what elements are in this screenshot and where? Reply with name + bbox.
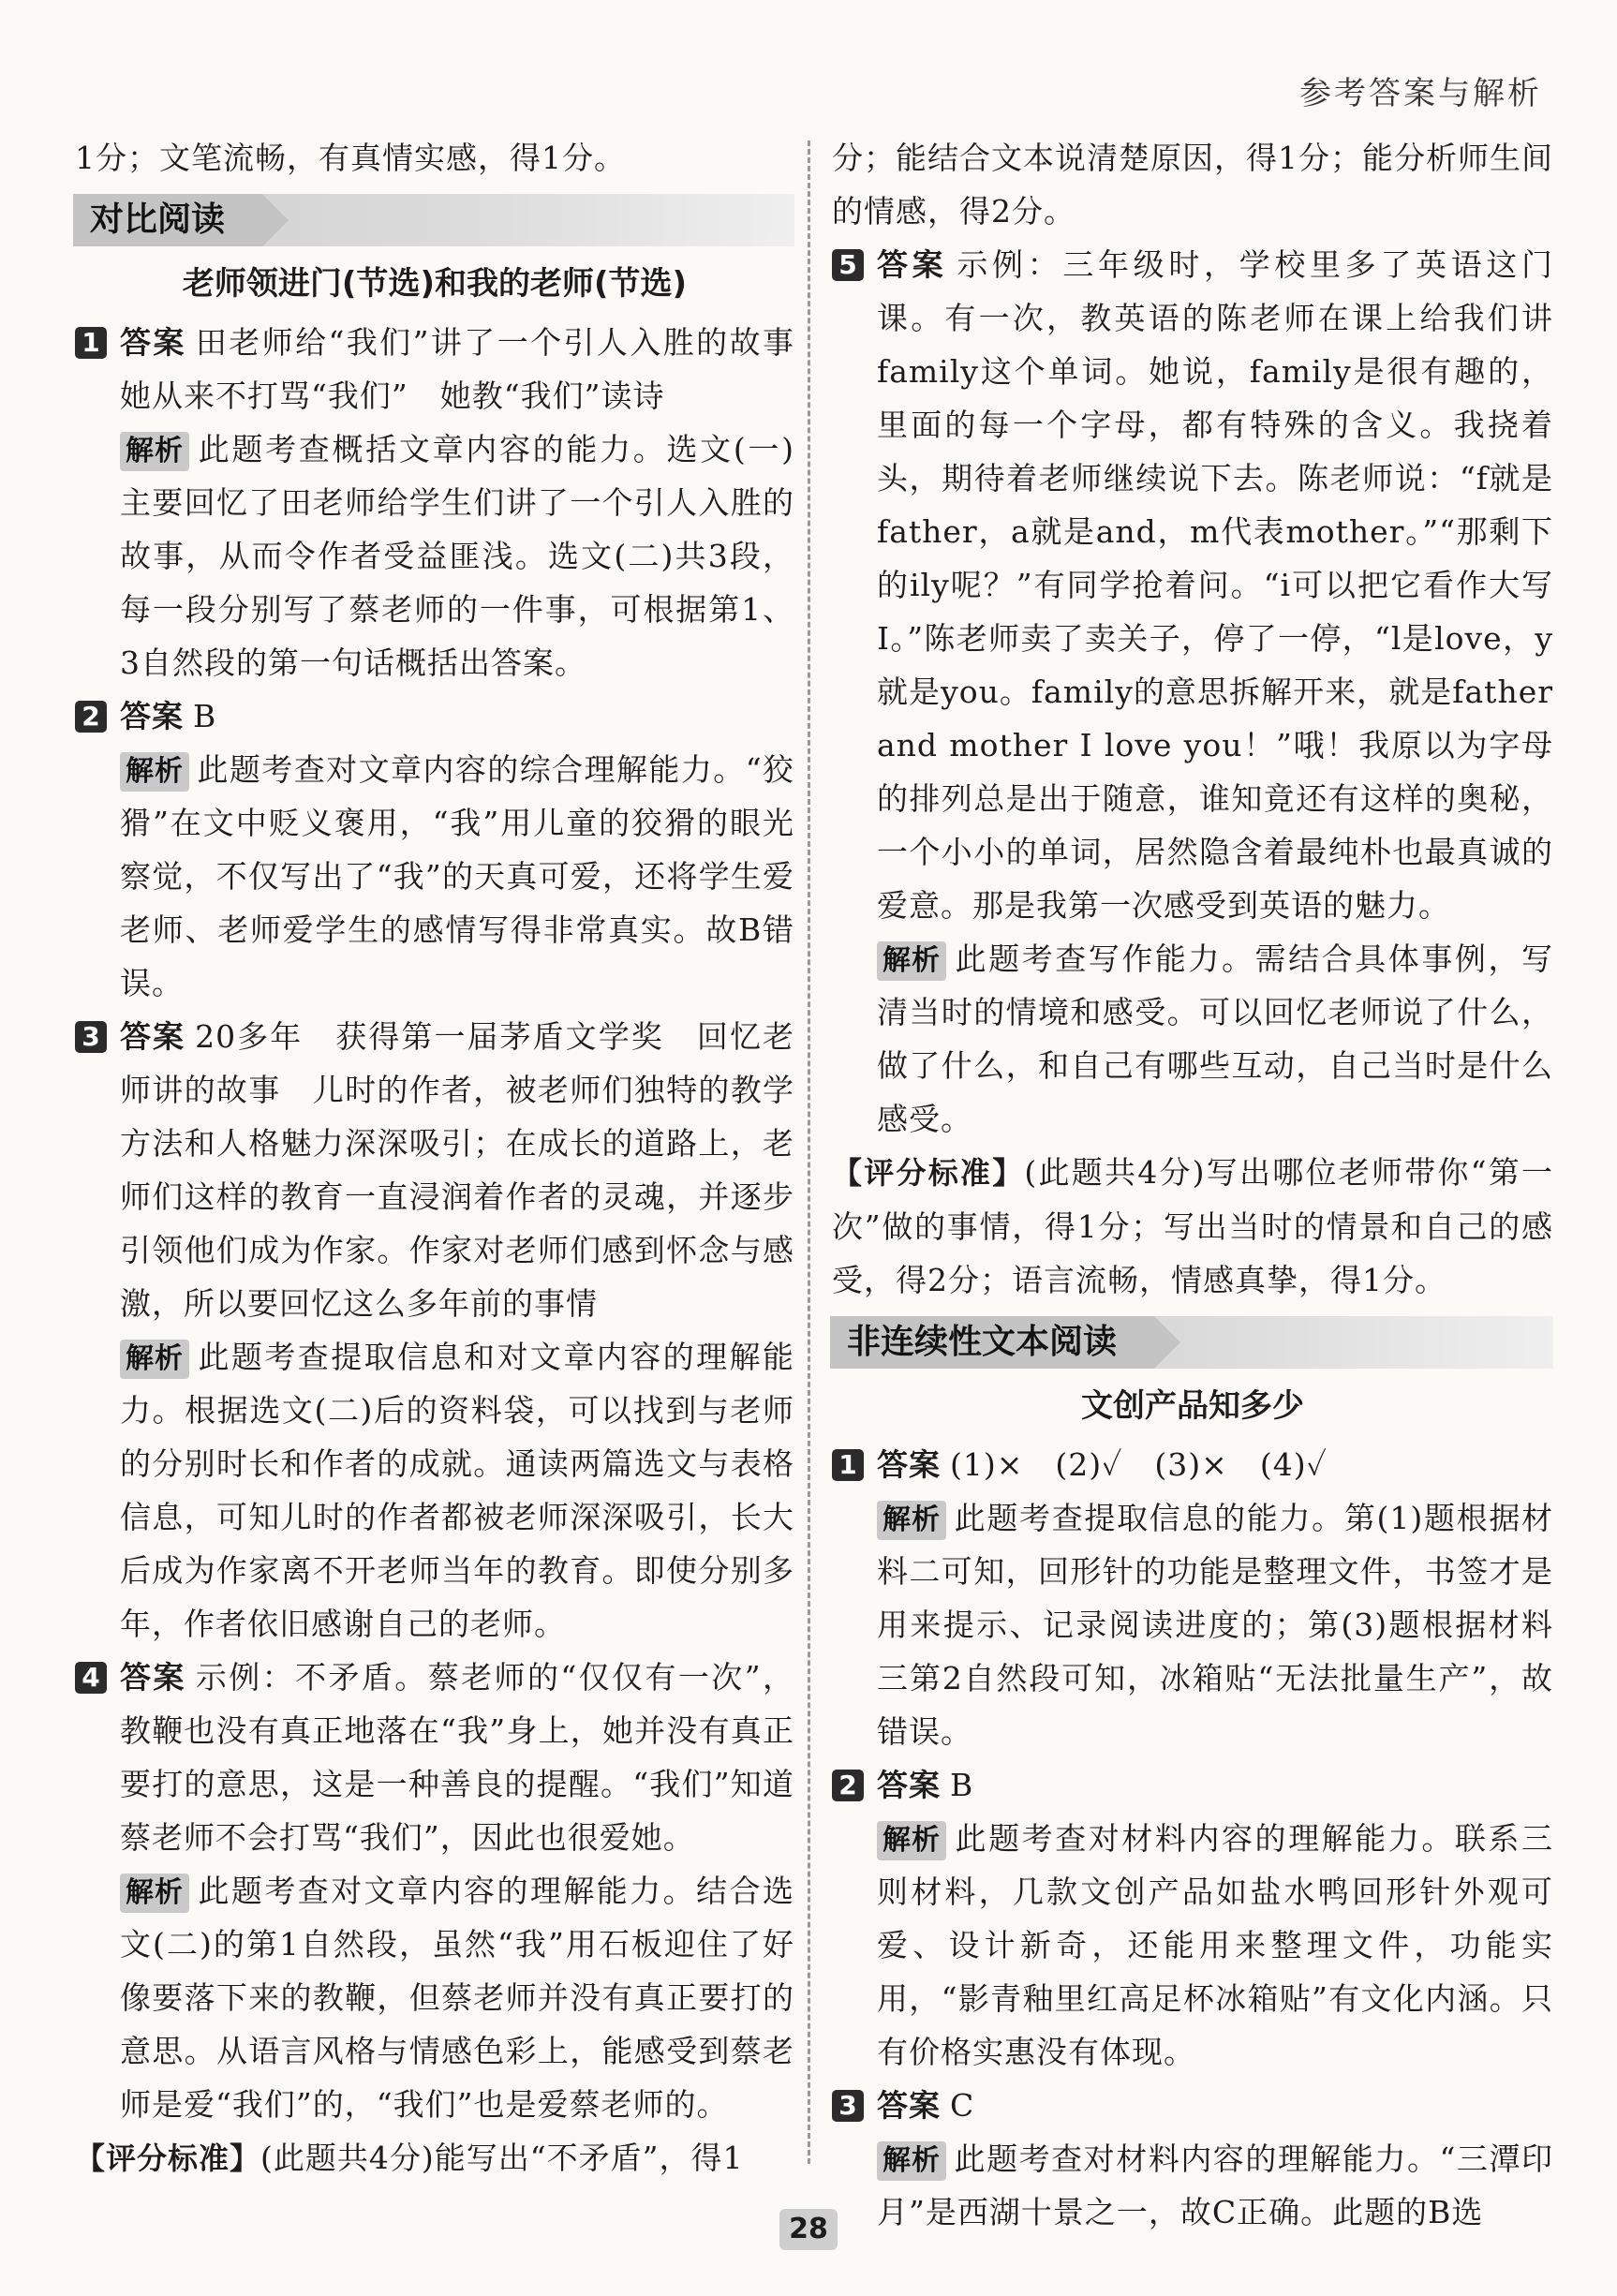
continued-text: 1分；文笔流畅，有真情实感，得1分。 [75, 140, 626, 176]
answer-label: 答案 [877, 1446, 941, 1483]
analysis-tag: 解析 [877, 2141, 946, 2181]
analysis-text: 此题考查对材料内容的理解能力。“三潭印月”是西湖十景之一，故C正确。此题的B选 [877, 2140, 1553, 2230]
question-number-badge: 1 [75, 327, 107, 359]
scoring-standard-label: 【评分标准】 [832, 1155, 1025, 1191]
analysis-text: 此题考查对文章内容的综合理解能力。“狡猾”在文中贬义褒用，“我”用儿童的狡猾的眼光察觉，不仅写出了“我”的天真可爱，还将学生爱老师、老师爱学生的感情写得非常真实。故B错误。 [120, 751, 794, 1001]
question-3 [75, 1010, 794, 1651]
analysis-tag: 解析 [120, 752, 189, 792]
answer-label: 答案 [877, 2087, 941, 2124]
scoring-standard-text: (此题共4分)写出哪位老师带你“第一次”做的事情，得1分；写出当时的情景和自己的感受，得2分；语言流畅，情感真挚，得1分。 [832, 1154, 1553, 1298]
answer-text: B [950, 1767, 974, 1803]
answer-label: 答案 [120, 1659, 186, 1696]
answer-text: 示例：不矛盾。蔡老师的“仅仅有一次”，教鞭也没有真正地落在“我”身上，她并没有真正要打的意思，这是一种善良的提醒。“我们”知道蔡老师不会打骂“我们”，因此也很爱她。 [120, 1659, 794, 1856]
section-header-bar [73, 194, 794, 246]
question-number-badge: 5 [832, 249, 864, 281]
question-number-badge: 2 [832, 1770, 864, 1801]
question-number-badge: 3 [832, 2090, 864, 2122]
question-number-badge: 4 [75, 1662, 107, 1694]
question-5 [832, 238, 1553, 1146]
question-number-badge: 1 [832, 1449, 864, 1481]
section-header-bar [830, 1316, 1553, 1369]
answer-label: 答案 [120, 1018, 186, 1055]
question-r1 [832, 1438, 1553, 1758]
analysis-text: 此题考查写作能力。需结合具体事例，写清当时的情境和感受。可以回忆老师说了什么，做了什么，和自己有哪些互动，自己当时是什么感受。 [877, 941, 1553, 1137]
answer-label: 答案 [120, 324, 186, 361]
answer-text: 田老师给“我们”讲了一个引人入胜的故事 她从来不打骂“我们” 她教“我们”读诗 [120, 324, 826, 414]
analysis-tag: 解析 [120, 1874, 189, 1913]
analysis-tag: 解析 [877, 941, 946, 981]
question-4 [75, 1651, 794, 2131]
answer-label: 答案 [877, 1767, 941, 1803]
answer-text: 20多年 获得第一届茅盾文学奖 回忆老师讲的故事 儿时的作者，被老师们独特的教学方法和人格魅力深深吸引；在成长的道路上，老师们这样的教育一直浸润着作者的灵魂，并逐步引领他们成为作家。作家对老师们感到怀念与感激，所以要回忆这么多年前的事情 [120, 1018, 794, 1322]
question-r2 [832, 1758, 1553, 2079]
analysis-text: 此题考查概括文章内容的能力。选文(一)主要回忆了田老师给学生们讲了一个引人入胜的故事，从而令作者受益匪浅。选文(二)共3段，每一段分别写了蔡老师的一件事，可根据第1、3自然段的第一句话概括出答案。 [120, 431, 794, 681]
answer-text: C [950, 2087, 975, 2124]
scoring-standard-label: 【评分标准】 [75, 2140, 261, 2176]
question-2 [75, 689, 794, 1010]
scoring-standard-text: (此题共4分)能写出“不矛盾”，得1 [260, 2140, 744, 2176]
right-column [832, 131, 1553, 2239]
answer-label: 答案 [877, 246, 948, 283]
left-column [75, 131, 826, 2185]
section-title: 对比阅读 [73, 194, 262, 246]
page-number: 28 [779, 2209, 838, 2250]
article-title: 文创产品知多少 [1081, 1387, 1304, 1425]
answer-text: (1)× (2)✓ (3)× (4)✓ [950, 1446, 1328, 1483]
question-number-badge: 3 [75, 1021, 107, 1053]
question-r3 [832, 2079, 1553, 2239]
answer-label: 答案 [120, 698, 184, 734]
section-title: 非连续性文本阅读 [830, 1316, 1154, 1369]
analysis-tag: 解析 [877, 1501, 946, 1540]
page-header: 参考答案与解析 [1299, 75, 1542, 112]
question-number-badge: 2 [75, 701, 107, 733]
analysis-text: 此题考查提取信息和对文章内容的理解能力。根据选文(二)后的资料袋，可以找到与老师的分别时长和作者的成就。通读两篇选文与表格信息，可知儿时的作者都被老师深深吸引，长大后成为作家离不开老师当年的教育。即使分别多年，作者依旧感谢自己的老师。 [120, 1339, 794, 1642]
continued-text: 分；能结合文本说清楚原因，得1分；能分析师生间的情感，得2分。 [832, 140, 1553, 230]
answer-text: 示例：三年级时，学校里多了英语这门课。有一次，教英语的陈老师在课上给我们讲family这个单词。她说，family是很有趣的，里面的每一个字母，都有特殊的含义。我挠着头，期待着老师继续说下去。陈老师说：“f就是father，a就是and，m代表mother。”“那剩下的ily呢？”有同学抢着问。“i可以把它看作大写I。”陈老师卖了卖关子，停了一停，“l是love，y就是you。family的意思拆解开来，就是father and mother I love you！”哦！我原以为字母的排列总是出于随意，谁知竟还有这样的奥秘，一个小小的单词，居然隐含着最纯朴也最真诚的爱意。那是我第一次感受到英语的魅力。 [877, 246, 1554, 924]
question-1 [75, 316, 826, 689]
analysis-tag: 解析 [120, 1340, 189, 1379]
analysis-text: 此题考查对材料内容的理解能力。联系三则材料，几款文创产品如盐水鸭回形针外观可爱、设计新奇，还能用来整理文件，功能实用，“影青釉里红高足杯冰箱贴”有文化内涵。只有价格实惠没有体现。 [877, 1820, 1553, 2070]
column-divider [808, 141, 810, 2164]
analysis-text: 此题考查提取信息的能力。第(1)题根据材料二可知，回形针的功能是整理文件，书签才是用来提示、记录阅读进度的；第(3)题根据材料三第2自然段可知，冰箱贴“无法批量生产”，故错误。 [877, 1500, 1553, 1750]
analysis-tag: 解析 [877, 1821, 946, 1860]
answer-text: B [193, 698, 217, 734]
analysis-tag: 解析 [120, 432, 189, 471]
article-title: 老师领进门(节选)和我的老师(节选) [182, 265, 688, 303]
analysis-text: 此题考查对文章内容的理解能力。结合选文(二)的第1自然段，虽然“我”用石板迎住了好像要落下来的教鞭，但蔡老师并没有真正要打的意思。从语言风格与情感色彩上，能感受到蔡老师是爱“我们”的，“我们”也是爱蔡老师的。 [120, 1873, 794, 2123]
